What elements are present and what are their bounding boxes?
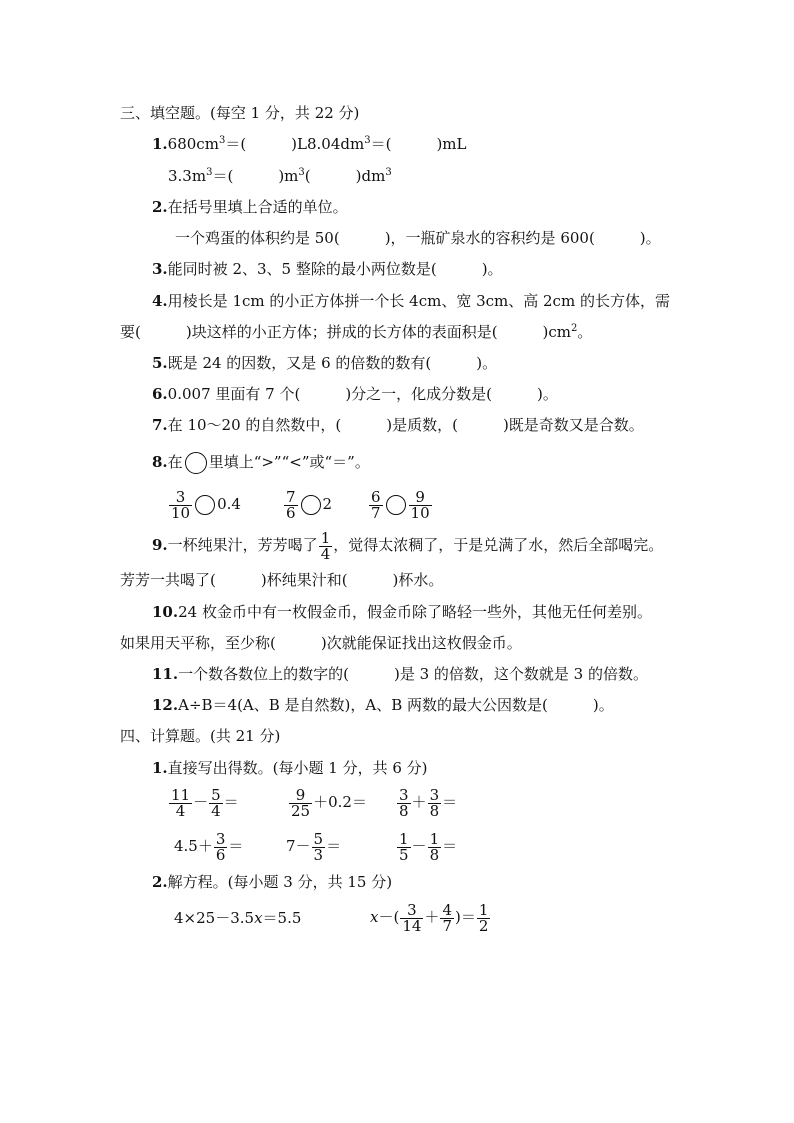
numerator: 4 <box>442 900 452 919</box>
denominator: 14 <box>402 916 422 935</box>
numerator: 1 <box>320 528 331 547</box>
numerator: 9 <box>409 490 432 506</box>
numerator: 6 <box>371 487 381 506</box>
question-3 <box>152 259 503 279</box>
q5-number: 5. <box>152 354 168 372</box>
q2-text: 在括号里填上合适的单位。 <box>167 198 348 216</box>
q8-item-3 <box>368 484 433 524</box>
q1-d: ＝( )mL <box>370 135 467 153</box>
q9-pre: 一杯纯果汁，芳芳喝了 <box>167 536 318 554</box>
s4-q2-number: 2. <box>152 873 168 891</box>
prefix: 7－ <box>286 837 311 855</box>
q11-number: 11. <box>152 665 179 683</box>
calc-item-6 <box>396 826 457 866</box>
denominator: 7 <box>442 916 452 935</box>
question-9 <box>152 530 663 562</box>
numerator: 5 <box>211 785 221 804</box>
operator: ＋0.2＝ <box>313 793 367 811</box>
q10-number: 10. <box>152 603 179 621</box>
question-12 <box>152 695 614 715</box>
s4-q2-text: 解方程。(每小题 3 分，共 15 分) <box>167 873 393 891</box>
denominator: 3 <box>313 845 324 864</box>
numerator: 5 <box>313 829 324 848</box>
q4-end: 。 <box>577 323 593 341</box>
denominator: 4 <box>320 544 331 563</box>
q12-text: A÷B＝4(A、B 是自然数)，A、B 两数的最大公因数是( )。 <box>178 696 614 714</box>
compare-circle[interactable] <box>301 495 321 515</box>
fraction <box>440 900 454 935</box>
q9-post: ，觉得太浓稠了，于是兑满了水，然后全部喝完。 <box>333 536 664 554</box>
q4-number: 4. <box>152 292 168 310</box>
operator: － <box>411 837 427 855</box>
question-11 <box>152 664 648 684</box>
question-5 <box>152 353 497 373</box>
q1b-a-sup: 3 <box>206 167 213 178</box>
q1-c-sup: 3 <box>364 135 371 146</box>
numerator: 11 <box>171 785 191 804</box>
fraction <box>319 528 333 563</box>
calc-item-3 <box>396 782 457 822</box>
equals: ＝ <box>442 837 458 855</box>
q8-pre: 在 <box>167 453 183 471</box>
q10-text: 24 枚金币中有一枚假金币，假金币除了略轻一些外，其他无任何差别。 <box>178 603 652 621</box>
q3-text: 能同时被 2、3、5 整除的最小两位数是( )。 <box>167 260 503 278</box>
numerator: 3 <box>215 829 226 848</box>
eq1-var: x <box>254 909 263 927</box>
operator: ＋ <box>411 793 427 811</box>
denominator: 5 <box>399 845 409 864</box>
eq1-pre: 4×25－3.5 <box>174 909 255 927</box>
question-6 <box>152 384 558 404</box>
calc-item-2 <box>288 782 367 822</box>
section-3-title: 三、填空题。(每空 1 分，共 22 分) <box>120 104 360 122</box>
equals: ＝ <box>442 793 458 811</box>
question-2-sub: 一个鸡蛋的体积约是 50( )，一瓶矿泉水的容积约是 600( )。 <box>175 229 661 247</box>
prefix: 4.5＋ <box>174 837 213 855</box>
equation-2 <box>370 897 491 937</box>
q2-number: 2. <box>152 198 168 216</box>
numerator: 3 <box>399 785 409 804</box>
question-4 <box>152 291 670 311</box>
q8-post: 里填上“>”“<”或“＝”。 <box>208 453 370 471</box>
eq2-var: x <box>370 908 379 926</box>
q8-item-1 <box>168 484 241 524</box>
q7-number: 7. <box>152 416 168 434</box>
denominator: 8 <box>399 801 409 820</box>
question-10-line-2: 如果用天平称，至少称( )次就能保证找出这枚假金币。 <box>120 634 522 652</box>
circle-icon <box>185 452 207 474</box>
q1b-b-sup: 3 <box>298 167 305 178</box>
fraction <box>289 785 312 820</box>
q1-c: 8.04dm <box>306 135 365 153</box>
equals: ＝ <box>228 837 244 855</box>
q9-number: 9. <box>152 536 168 554</box>
q5-text: 既是 24 的因数，又是 6 的倍数的数有( )。 <box>167 354 498 372</box>
q1-b: ＝( )L <box>225 135 307 153</box>
equation-1 <box>174 908 301 928</box>
q11-text: 一个数各数位上的数字的( )是 3 的倍数，这个数就是 3 的倍数。 <box>178 665 648 683</box>
q6-text: 0.007 里面有 7 个( )分之一，化成分数是( )。 <box>167 385 558 403</box>
fraction <box>409 487 432 522</box>
denominator: 10 <box>410 503 430 522</box>
numerator: 1 <box>478 900 489 919</box>
denominator: 2 <box>478 916 489 935</box>
section-4-question-1 <box>152 758 428 778</box>
compare-circle[interactable] <box>195 495 215 515</box>
denominator: 10 <box>171 503 191 522</box>
question-7 <box>152 415 644 435</box>
compare-circle[interactable] <box>386 495 406 515</box>
eq2-op: ＋ <box>424 908 440 926</box>
q1-a: 680cm <box>167 135 219 153</box>
fraction <box>214 829 228 864</box>
denominator: 6 <box>286 503 296 522</box>
q8-item-2-right: 2 <box>322 495 333 513</box>
q1b-b: ＝( )m <box>212 167 299 185</box>
q1b-c: ( )dm <box>304 167 386 185</box>
question-8 <box>152 452 370 474</box>
equals: ＝ <box>326 837 342 855</box>
eq2-pre: －( <box>378 908 400 926</box>
q1-number: 1. <box>152 135 168 153</box>
q4-sup: 2 <box>571 323 578 334</box>
s4-q1-number: 1. <box>152 759 168 777</box>
section-4-title: 四、计算题。(共 21 分) <box>120 727 281 745</box>
fraction <box>428 829 442 864</box>
eq1-post: ＝5.5 <box>262 909 302 927</box>
q8-number: 8. <box>152 453 168 471</box>
numerator: 3 <box>169 490 192 506</box>
question-10 <box>152 602 652 622</box>
denominator: 8 <box>429 801 440 820</box>
operator: － <box>193 793 209 811</box>
numerator: 1 <box>429 829 440 848</box>
fraction <box>169 785 192 820</box>
q4-text2: 要( )块这样的小正方体；拼成的长方体的表面积是( )cm <box>120 323 572 341</box>
q8-item-1-right: 0.4 <box>217 495 241 513</box>
fraction <box>397 785 411 820</box>
fraction <box>209 785 223 820</box>
denominator: 4 <box>211 801 221 820</box>
q8-item-2 <box>283 484 332 524</box>
equals: ＝ <box>223 793 239 811</box>
denominator: 4 <box>175 801 186 820</box>
q1-a-sup: 3 <box>218 135 226 146</box>
denominator: 6 <box>215 845 226 864</box>
fraction <box>397 829 411 864</box>
fraction <box>312 829 326 864</box>
numerator: 3 <box>400 903 423 919</box>
q12-number: 12. <box>152 696 179 714</box>
calc-item-1 <box>168 782 239 822</box>
q6-number: 6. <box>152 385 168 403</box>
question-1 <box>152 134 466 154</box>
numerator: 3 <box>429 785 440 804</box>
numerator: 1 <box>399 829 409 848</box>
fraction <box>477 900 491 935</box>
q1b-c-sup: 3 <box>385 167 392 178</box>
question-4-line-2 <box>120 322 592 342</box>
numerator: 9 <box>289 788 312 804</box>
s4-q1-text: 直接写出得数。(每小题 1 分，共 6 分) <box>167 759 428 777</box>
numerator: 7 <box>286 487 296 506</box>
q4-text: 用棱长是 1cm 的小正方体拼一个长 4cm、宽 3cm、高 2cm 的长方体，需 <box>167 292 670 310</box>
question-2 <box>152 197 348 217</box>
question-9-line-2: 芳芳一共喝了( )杯纯果汁和( )杯水。 <box>120 571 444 589</box>
q7-text: 在 10～20 的自然数中，( )是质数，( )既是奇数又是合数。 <box>167 416 644 434</box>
denominator: 25 <box>291 801 311 820</box>
calc-item-5 <box>286 826 341 866</box>
fraction <box>400 900 423 935</box>
q3-number: 3. <box>152 260 168 278</box>
denominator: 7 <box>371 503 381 522</box>
fraction <box>428 785 442 820</box>
fraction <box>169 487 192 522</box>
question-1-line-2 <box>168 166 392 186</box>
q1b-a: 3.3m <box>168 167 207 185</box>
denominator: 8 <box>429 845 440 864</box>
eq2-close: )＝ <box>454 908 476 926</box>
fraction <box>369 487 383 522</box>
section-4-question-2 <box>152 872 392 892</box>
fraction <box>284 487 298 522</box>
calc-item-4 <box>174 826 243 866</box>
